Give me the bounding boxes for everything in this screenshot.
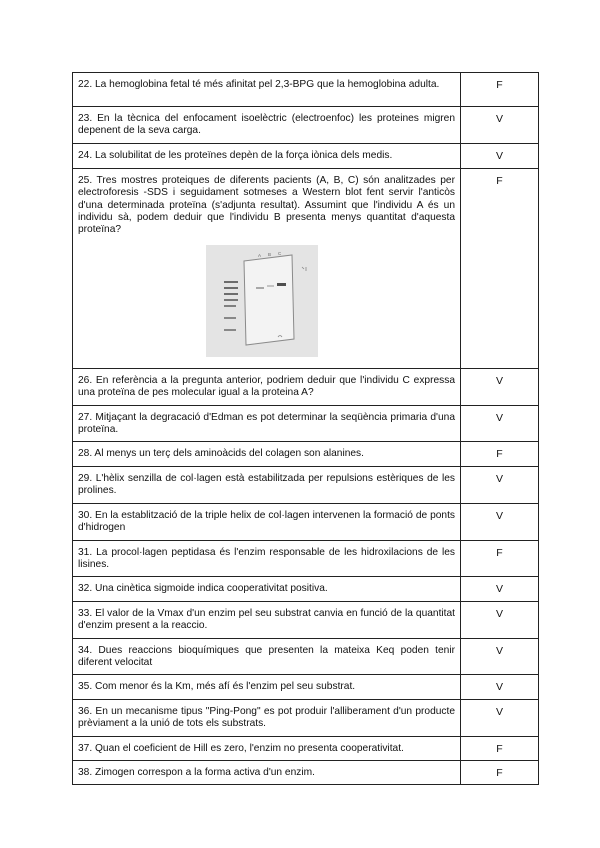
lane-a-band (256, 287, 264, 289)
table-row (73, 107, 539, 144)
table-row (73, 736, 539, 760)
lane-b-band (267, 285, 274, 287)
answer-cell: V (461, 638, 539, 675)
question-text: 22. La hemoglobina fetal té més afinitat pel 2,3-BPG que la hemoglobina adulta. (78, 79, 440, 90)
table-row (73, 540, 539, 577)
question-text: 25. Tres mostres proteiques de diferents pacients (A, B, C) són analitzades per electroforesis -SDS i seguidament sotmeses a Western blot fent servir l'anticòs d'una determinada proteïna (s'adjunta resultat). Assumint que l'individu A és un individu sà, podem deduir que l'individu B presenta menys quantitat d'aquesta proteïna? (78, 174, 455, 236)
answer-cell: V (461, 601, 539, 638)
question-cell (73, 168, 461, 368)
question-cell (73, 107, 461, 144)
questions-table (72, 72, 539, 785)
answer-cell: F (461, 442, 539, 466)
table-row (73, 675, 539, 699)
answer-cell: V (461, 368, 539, 405)
question-cell (73, 638, 461, 675)
answer-cell: V (461, 699, 539, 736)
question-text: 29. L'hèlix senzilla de col·lagen està estabilitzada per repulsions estèriques de les prolines. (78, 472, 455, 497)
marker-band (224, 281, 238, 283)
question-cell (73, 442, 461, 466)
table-row (73, 442, 539, 466)
table-row (73, 638, 539, 675)
question-cell (73, 699, 461, 736)
table-row (73, 143, 539, 168)
table-row (73, 368, 539, 405)
answer-cell: F (461, 73, 539, 107)
question-cell (73, 368, 461, 405)
lane-label: C (278, 250, 282, 256)
table-row (73, 466, 539, 503)
marker-band (224, 317, 236, 319)
table-row (73, 168, 539, 368)
question-text: 30. En la establització de la triple helix de col·lagen intervenen la formació de ponts d'hidrogen (78, 509, 455, 534)
lane-label: A (258, 252, 262, 258)
question-text: 28. Al menys un terç dels aminoàcids del colagen son alanines. (78, 448, 364, 460)
table-row (73, 73, 539, 107)
question-cell (73, 503, 461, 540)
western-blot-image (206, 245, 318, 357)
answer-cell: V (461, 405, 539, 442)
marker-band (224, 299, 238, 301)
question-cell (73, 736, 461, 760)
marker-band (224, 305, 236, 307)
question-cell (73, 405, 461, 442)
question-text: 31. La procol·lagen peptidasa és l'enzim responsable de les hidroxilacions de les lisines. (78, 546, 455, 570)
question-cell (73, 760, 461, 784)
answer-cell: F (461, 760, 539, 784)
table-row (73, 503, 539, 540)
blot-membrane (244, 252, 294, 345)
question-text: 27. Mitjaçant la degracació d'Edman es pot determinar la seqüència primaria d'una proteïna. (78, 411, 455, 436)
question-text: 37. Quan el coeficient de Hill es zero, l'enzim no presenta cooperativitat. (78, 742, 404, 754)
answer-cell: V (461, 503, 539, 540)
table-row (73, 601, 539, 638)
question-text: 32. Una cinètica sigmoide indica cooperativitat positiva. (78, 583, 328, 595)
marker-band (224, 287, 238, 289)
answer-cell: V (461, 675, 539, 699)
answer-cell: V (461, 143, 539, 168)
question-cell (73, 601, 461, 638)
question-text: 38. Zimogen correspon a la forma activa d'un enzim. (78, 766, 315, 778)
question-text: 36. En un mecanisme tipus "Ping-Pong" es pot produir l'alliberament d'un producte prèviament a la unió de tots els substrats. (78, 705, 455, 730)
table-row (73, 405, 539, 442)
answer-cell: F (461, 168, 539, 368)
question-cell (73, 675, 461, 699)
answer-cell: V (461, 107, 539, 144)
table-row (73, 577, 539, 601)
question-cell (73, 143, 461, 168)
question-cell (73, 73, 461, 107)
question-cell (73, 540, 461, 577)
question-text: 24. La solubilitat de les proteïnes depèn de la força iònica dels medis. (78, 149, 393, 161)
question-cell (73, 466, 461, 503)
marker-band (224, 293, 238, 295)
marker-band (224, 329, 236, 331)
western-blot-figure (206, 245, 318, 357)
question-text: 35. Com menor és la Km, més afí és l'enzim pel seu substrat. (78, 681, 356, 693)
question-text: 26. En referència a la pregunta anterior, podriem deduir que l'individu C expressa una proteïna de pes molecular igual a la proteina A? (78, 374, 455, 399)
table-row (73, 699, 539, 736)
table-row (73, 760, 539, 784)
question-cell (73, 577, 461, 601)
question-text: 34. Dues reaccions bioquímiques que presenten la mateixa Keq poden tenir diferent velocitat (78, 644, 455, 668)
lane-c-band (277, 283, 286, 286)
answer-cell: F (461, 540, 539, 577)
answer-cell: V (461, 466, 539, 503)
question-text: 23. En la tècnica del enfocament isoelèctric (electroenfoc) les proteines migren depenent de la seva carga. (78, 113, 455, 137)
lane-label: B (268, 251, 272, 257)
answer-cell: F (461, 736, 539, 760)
question-text: 33. El valor de la Vmax d'un enzim pel seu substrat canvia en funció de la quantitat d'enzim present a la reaccio. (78, 607, 455, 632)
answer-cell: V (461, 577, 539, 601)
